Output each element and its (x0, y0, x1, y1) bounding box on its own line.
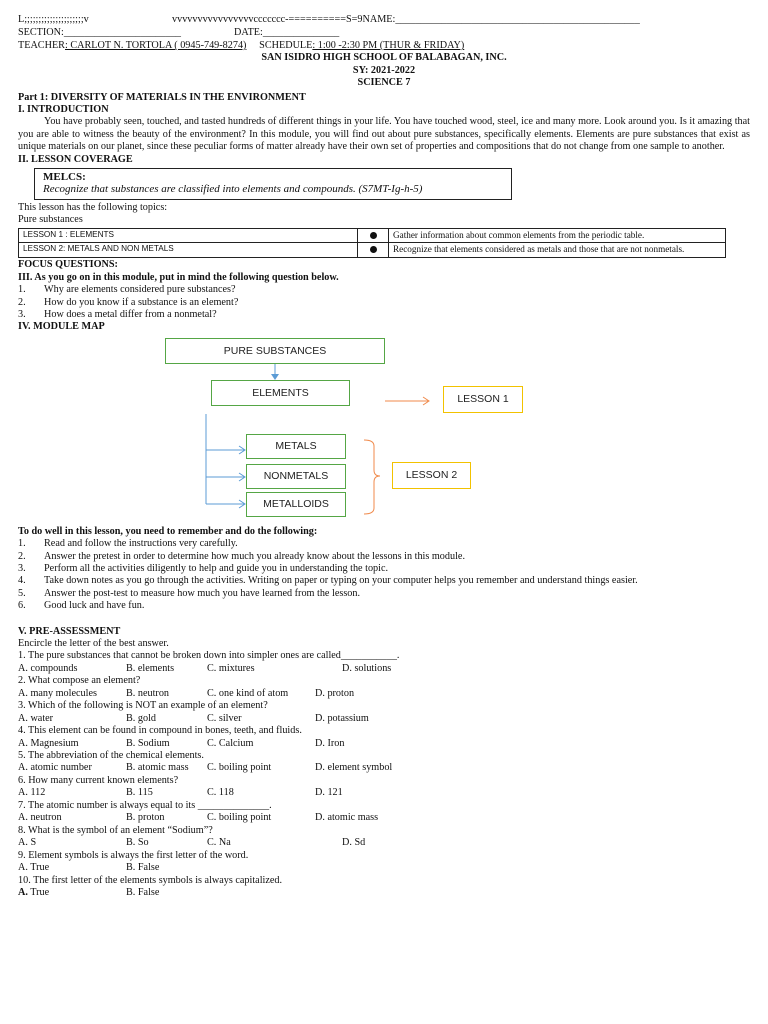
answer-choices (18, 688, 750, 701)
bullet-icon (358, 228, 389, 243)
stray-characters: L;;;;;;;;;;;;;;;;;;;;;v (18, 14, 89, 25)
choice-a[interactable]: A. Magnesium (18, 737, 79, 749)
list-item: 2. Answer the pretest in order to determine how much you already know about the lessons in this module. (18, 550, 465, 562)
lesson2-box: LESSON 2 (392, 462, 471, 489)
choice-d[interactable]: D. Iron (315, 737, 345, 749)
question-text: 7. The atomic number is always equal to its ______________. (18, 799, 272, 811)
choice-c[interactable]: C. mixtures (207, 662, 255, 674)
choice-a[interactable]: A. compounds (18, 662, 78, 674)
choice-text: True (27, 886, 50, 898)
elements-box: ELEMENTS (211, 380, 350, 406)
pure-substances-box: PURE SUBSTANCES (165, 338, 385, 364)
choice-a[interactable]: A. 112 (18, 787, 46, 799)
choice-d[interactable]: D. atomic mass (315, 812, 379, 824)
lesson-name: LESSON 1 : ELEMENTS (19, 228, 358, 243)
focus-list (18, 284, 750, 321)
choice-c[interactable]: C. Na (207, 837, 231, 849)
list-item: 5. Answer the post-test to measure how much you have learned from the lesson. (18, 587, 361, 599)
answer-choices (18, 762, 750, 775)
bullet-icon (358, 243, 389, 258)
choice-c[interactable]: C. one kind of atom (207, 687, 289, 699)
question-text: 10. The first letter of the elements symbols is always capitalized. (18, 874, 283, 886)
section-field: SECTION:_______________________ (18, 27, 181, 38)
preassessment-instruction: Encircle the letter of the best answer. (18, 637, 169, 649)
lesson-desc: Recognize that elements considered as metals and those that are not nonmetals. (389, 243, 726, 258)
choice-b[interactable]: B. 115 (126, 787, 153, 799)
list-item: 1. Read and follow the instructions very carefully. (18, 538, 238, 550)
module-map-heading: IV. MODULE MAP (18, 321, 105, 333)
lesson-desc: Gather information about common elements from the periodic table. (389, 228, 726, 243)
answer-choices (18, 812, 750, 825)
table-row (19, 228, 726, 243)
lesson-name: LESSON 2: METALS AND NON METALS (19, 243, 358, 258)
list-item: 3. Perform all the activities diligently to help and guide you in understanding the topic. (18, 562, 389, 574)
list-item: 3. How does a metal differ from a nonmetal? (18, 308, 217, 320)
schedule-label: SCHEDULE (259, 40, 313, 51)
choice-c[interactable]: C. boiling point (207, 812, 272, 824)
intro-heading: I. INTRODUCTION (18, 104, 109, 116)
choice-a[interactable] (18, 887, 49, 899)
choice-b[interactable]: B. atomic mass (126, 762, 189, 774)
answer-choices (18, 713, 750, 726)
choice-b[interactable]: B. gold (126, 712, 157, 724)
intro-paragraph: You have probably seen, touched, and tasted hundreds of different things in your life. You have touched wood, steel, ice and many more. Look around you. Is it amazing that you are able to witness the beauty of the environment? In this module, you will find out about pure substances, specifically elements. Elements are pure substances that exist as unique materials on our planet, since these peculiar forms of matter already have their own set of properties and compositions that do not change from one sample to another. (18, 116, 750, 153)
name-field: vvvvvvvvvvvvvvvvccccccc-==========S=9NAME:________________________________________________ (172, 14, 640, 25)
choice-d[interactable]: D. Sd (342, 837, 366, 849)
topics-intro: This lesson has the following topics: (18, 201, 168, 213)
preassessment-heading: V. PRE-ASSESSMENT (18, 625, 121, 637)
table-row (19, 243, 726, 258)
question-text: 4. This element can be found in compound in bones, teeth, and fluids. (18, 725, 302, 737)
choice-d[interactable]: D. solutions (342, 662, 392, 674)
question-text: 1. The pure substances that cannot be broken down into simpler ones are called___________. (18, 650, 400, 662)
question-text: 6. How many current known elements? (18, 774, 179, 786)
choice-c[interactable]: C. boiling point (207, 762, 272, 774)
part-title: Part 1: DIVERSITY OF MATERIALS IN THE ENVIRONMENT (18, 91, 306, 103)
choice-d[interactable]: D. 121 (315, 787, 343, 799)
list-item: 4. Take down notes as you go through the activities. Writing on paper or typing on your computer helps you remember and understand things easier. (18, 575, 638, 587)
choice-a[interactable]: A. True (18, 862, 50, 874)
answer-choices (18, 738, 750, 751)
answer-choices (18, 663, 750, 676)
choice-c[interactable]: C. 118 (207, 787, 234, 799)
choice-b[interactable]: B. Sodium (126, 737, 170, 749)
lessons-table (18, 228, 726, 259)
choice-d[interactable]: D. proton (315, 687, 355, 699)
list-item: 6. Good luck and have fun. (18, 600, 145, 612)
choice-b[interactable]: B. False (126, 886, 160, 898)
date-field: DATE:_______________ (234, 27, 340, 38)
subject-title: SCIENCE 7 (357, 77, 411, 89)
question-text: 2. What compose an element? (18, 675, 141, 687)
focus-subheading: III. As you go on in this module, put in mind the following question below. (18, 271, 339, 283)
coverage-heading: II. LESSON COVERAGE (18, 153, 133, 165)
todo-list (18, 538, 750, 612)
question-text: 8. What is the symbol of an element “Sodium”? (18, 824, 213, 836)
teacher-line (18, 40, 750, 52)
section-line (18, 27, 750, 40)
metalloids-box: METALLOIDS (246, 492, 346, 517)
melcs-title: MELCS: (43, 171, 86, 184)
list-item: 2. How do you know if a substance is an element? (18, 296, 239, 308)
name-line (18, 14, 750, 27)
school-name: SAN ISIDRO HIGH SCHOOL OF BALABAGAN, INC. (261, 52, 507, 64)
choice-d[interactable]: D. potassium (315, 712, 369, 724)
choice-c[interactable]: C. Calcium (207, 737, 254, 749)
choice-b[interactable]: B. neutron (126, 687, 170, 699)
nonmetals-box: NONMETALS (246, 464, 346, 489)
list-item: 1. Why are elements considered pure substances? (18, 284, 236, 296)
worksheet-page (18, 14, 750, 899)
choice-c[interactable]: C. silver (207, 712, 242, 724)
choice-a[interactable]: A. neutron (18, 812, 62, 824)
choice-b[interactable]: B. False (126, 862, 160, 874)
answer-choices (18, 887, 750, 900)
choice-b[interactable]: B. proton (126, 812, 165, 824)
answer-choices (18, 837, 750, 850)
answer-choices (18, 787, 750, 800)
todo-heading: To do well in this lesson, you need to remember and do the following: (18, 525, 318, 537)
choice-b[interactable]: B. So (126, 837, 149, 849)
lesson1-box: LESSON 1 (443, 386, 523, 413)
melcs-text: Recognize that substances are classified into elements and compounds. (S7MT-Ig-h-5) (43, 183, 423, 196)
choice-b[interactable]: B. elements (126, 662, 175, 674)
question-list (18, 650, 750, 899)
choice-a[interactable]: A. atomic number (18, 762, 92, 774)
choice-a[interactable]: A. water (18, 712, 54, 724)
teacher-label: TEACHER (18, 40, 65, 51)
question-text: 5. The abbreviation of the chemical elements. (18, 750, 204, 761)
choice-letter: A. (18, 886, 28, 898)
question-text: 9. Element symbols is always the first letter of the word. (18, 849, 249, 861)
choice-a[interactable]: A. S (18, 837, 37, 849)
choice-d[interactable]: D. element symbol (315, 762, 393, 774)
module-map-diagram (18, 334, 750, 526)
school-year: SY: 2021-2022 (352, 64, 416, 76)
teacher-value: : CARLOT N. TORTOLA ( 0945-749-8274) (64, 40, 247, 51)
metals-box: METALS (246, 434, 346, 459)
choice-a[interactable]: A. many molecules (18, 687, 97, 699)
melcs-box (34, 168, 512, 200)
question-text: 3. Which of the following is NOT an example of an element? (18, 700, 268, 712)
answer-choices (18, 862, 750, 875)
focus-heading: FOCUS QUESTIONS: (18, 259, 118, 271)
topics-sub: Pure substances (18, 214, 83, 226)
schedule-value: : 1:00 -2:30 PM (THUR & FRIDAY) (312, 40, 465, 51)
